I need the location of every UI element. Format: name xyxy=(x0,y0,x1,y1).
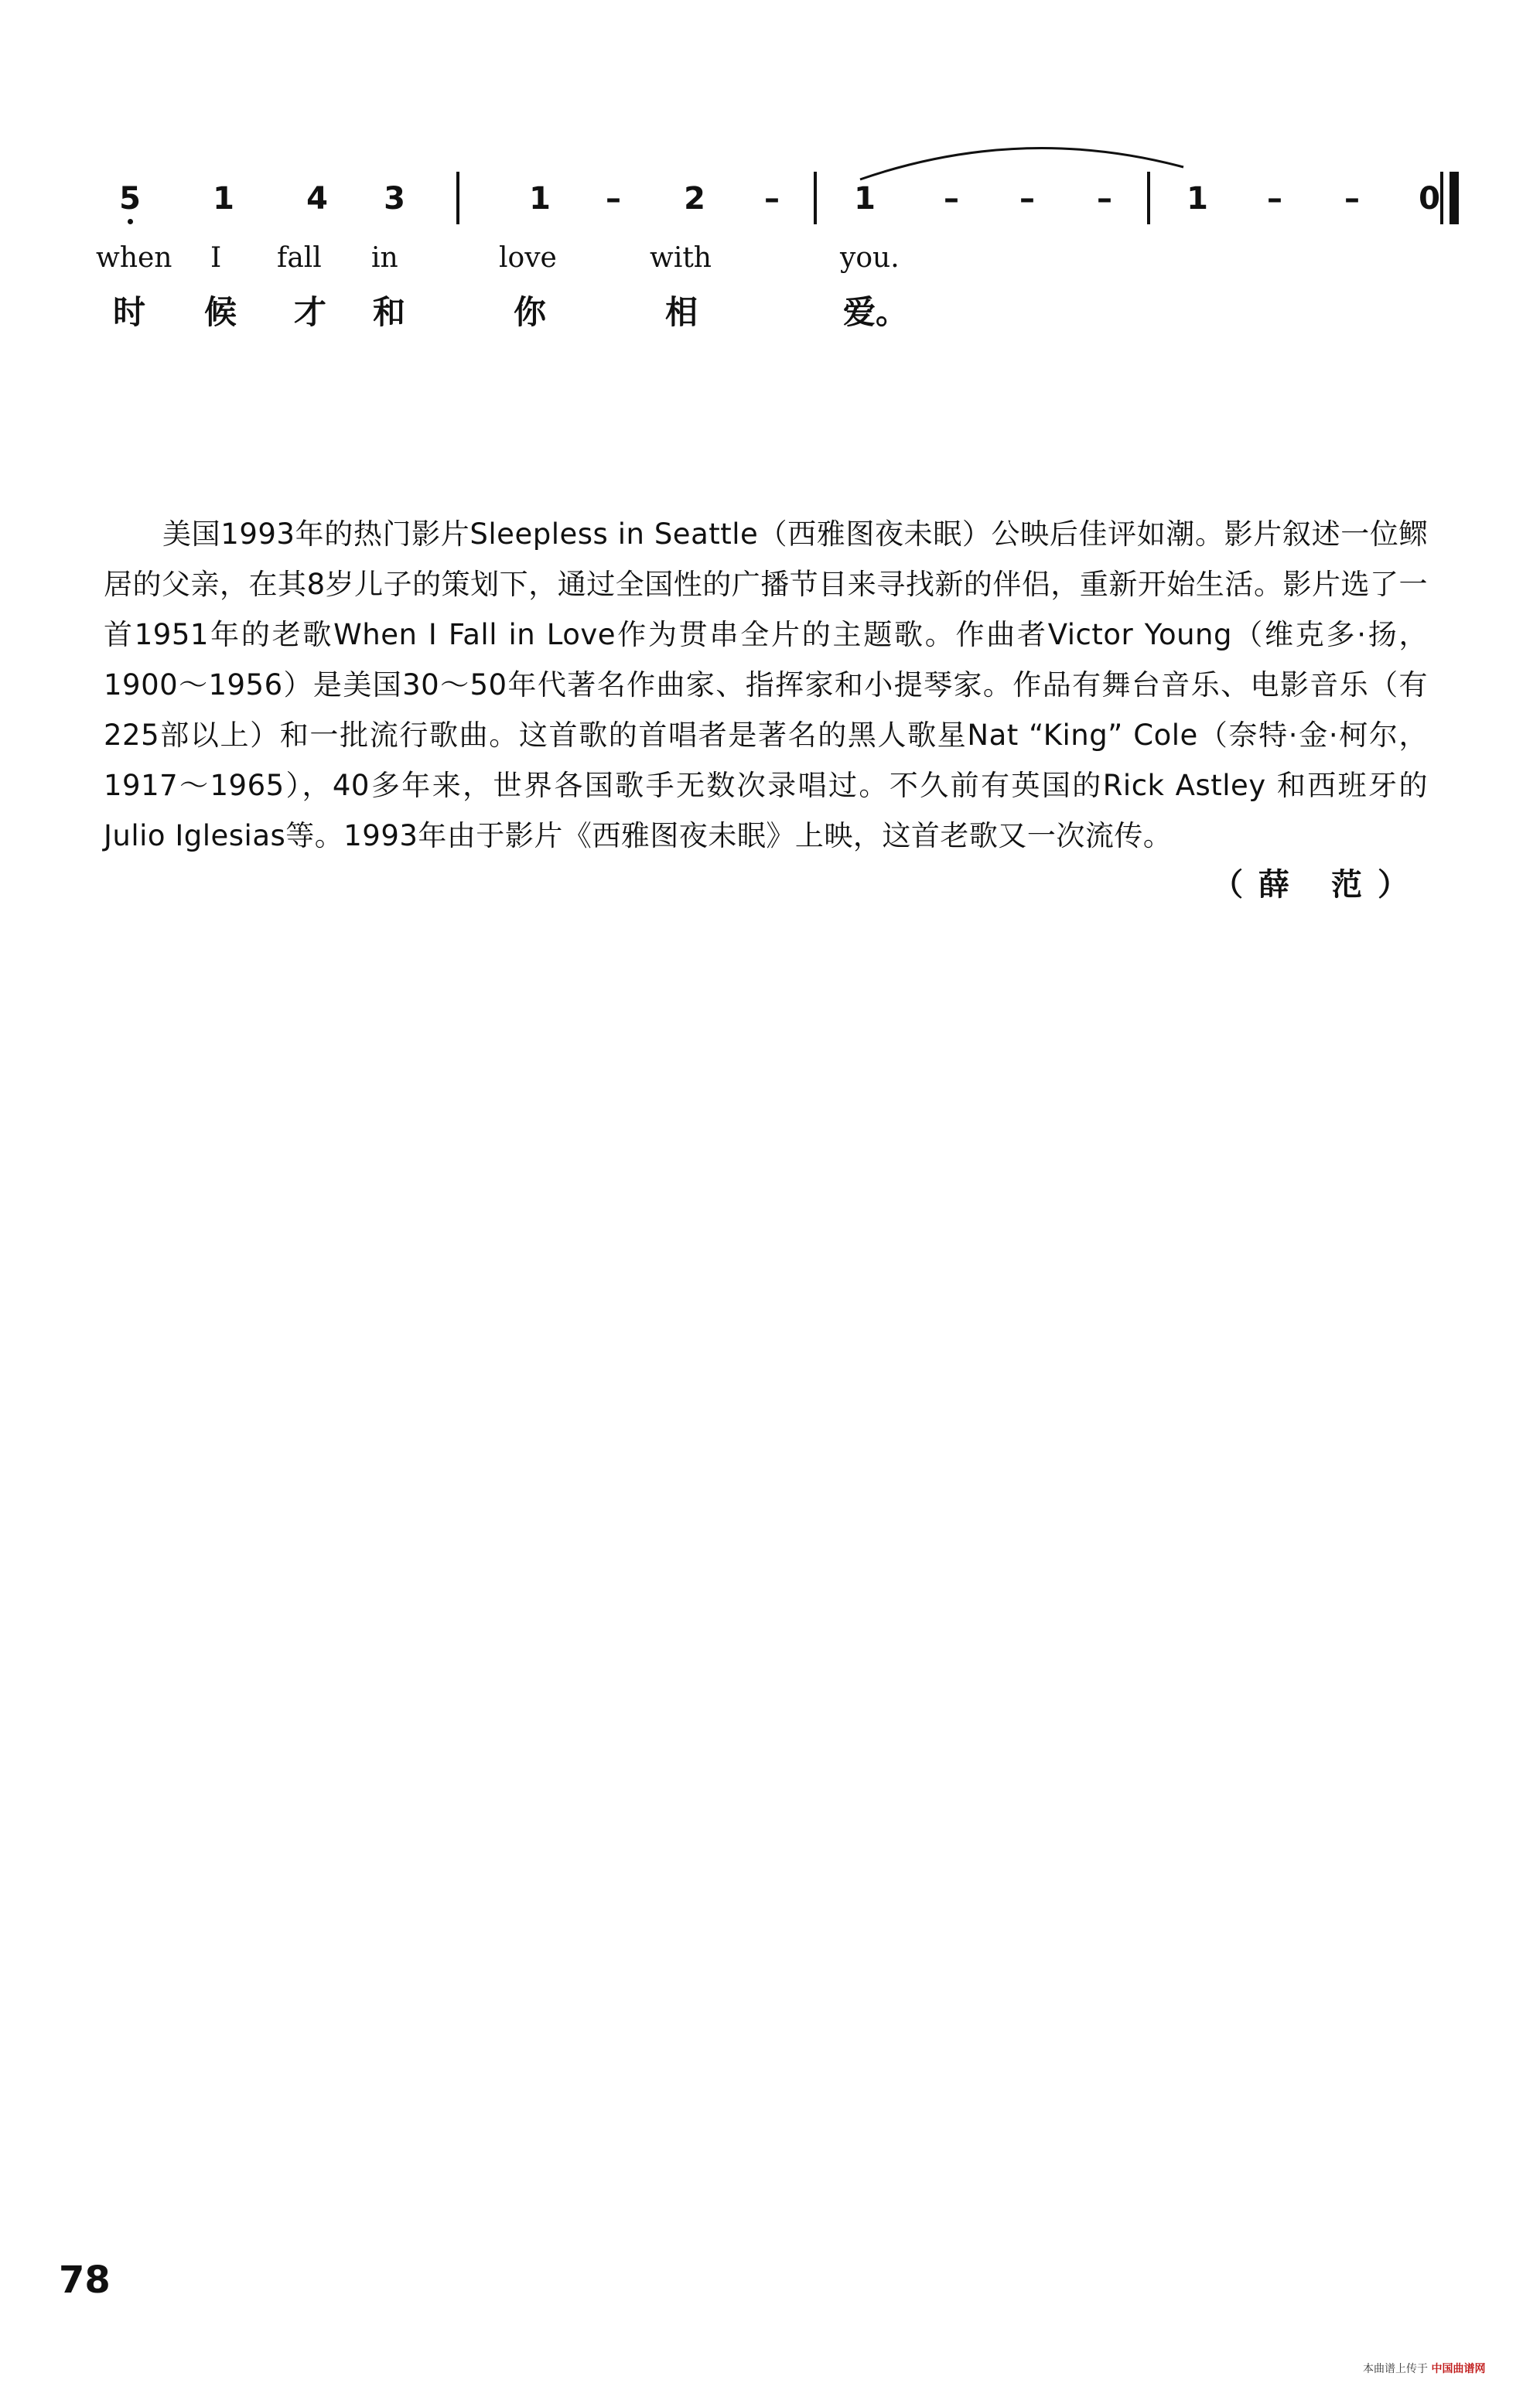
note: 2 xyxy=(684,181,705,217)
note: 1 xyxy=(1187,181,1208,217)
note: – xyxy=(1097,181,1112,217)
lyric-cn: 时 xyxy=(113,293,146,331)
lyric-cn: 和 xyxy=(373,293,406,331)
note: 1 xyxy=(529,181,551,217)
page-number: 78 xyxy=(59,2259,111,2302)
lyric-en: love xyxy=(499,242,557,274)
article-paragraph: 美国1993年的热门影片Sleepless in Seattle（西雅图夜未眠）公映后佳评如潮。影片叙述一位鳏居的父亲，在其8岁儿子的策划下，通过全国性的广播节目来寻找新的伴侣，重新开始生活。影片选了一首1951年的老歌When I Fall in Love作为贯串全片的主题歌。作曲者Victor Young（维克多·扬，1900～1956）是美国30～50年代著名作曲家、指挥家和小提琴家。作品有舞台音乐、电影音乐（有225部以上）和一批流行歌曲。这首歌的首唱者是著名的黑人歌星Nat “King” Cole（奈特·金·柯尔，1917～1965），40多年来，世界各国歌手无数次录唱过。不久前有英国的Rick Astley 和西班牙的Julio Iglesias等。1993年由于影片《西雅图夜未眠》上映，这首老歌又一次流传。 xyxy=(104,517,1428,852)
note: – xyxy=(606,181,621,217)
note: 4 xyxy=(306,181,328,217)
lyric-cn: 才 xyxy=(294,293,327,331)
note: – xyxy=(1267,181,1282,217)
note: 5 xyxy=(111,179,149,218)
watermark xyxy=(1363,2361,1485,2376)
lyric-cn: 相 xyxy=(665,293,698,331)
lyric-en: in xyxy=(371,242,398,274)
lyric-en: with xyxy=(650,242,712,274)
music-score xyxy=(0,0,1540,371)
article-author: （薛 范） xyxy=(1212,867,1424,903)
note: – xyxy=(764,181,780,217)
note: – xyxy=(944,181,959,217)
lyric-en: you. xyxy=(840,242,900,274)
lyric-en: fall xyxy=(277,242,322,274)
lyric-en: when xyxy=(96,242,172,274)
watermark-prefix: 本曲谱上传于 xyxy=(1363,2363,1428,2375)
lyric-cn: 爱。 xyxy=(843,293,909,331)
note: 1 xyxy=(213,181,234,217)
note: 0 xyxy=(1419,181,1440,217)
lyric-cn: 你 xyxy=(514,293,547,331)
note: – xyxy=(1344,181,1360,217)
note: – xyxy=(1019,181,1035,217)
lyric-cn: 候 xyxy=(204,293,237,331)
watermark-brand: 中国曲谱网 xyxy=(1431,2363,1486,2375)
note: 3 xyxy=(384,181,405,217)
note: 1 xyxy=(854,181,876,217)
lyric-en: I xyxy=(210,242,222,274)
article-text xyxy=(104,509,1428,861)
